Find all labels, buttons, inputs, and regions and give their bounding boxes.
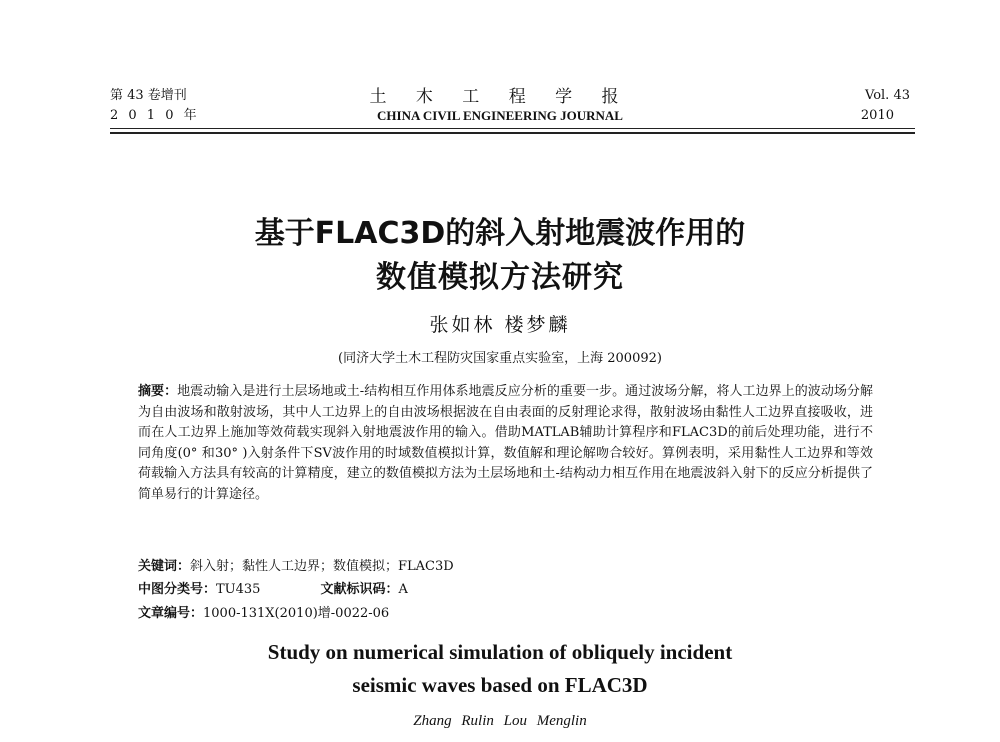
volume-cn: 第 43 卷增刊 [110,88,187,103]
authors-cn: 张如林 楼梦麟 [429,314,571,336]
keywords-text: 斜入射；黏性人工边界；数值模拟；FLAC3D [190,559,454,574]
header-rule-thin [110,128,915,129]
article-number [138,602,389,621]
paper-title-line1: 基于FLAC3D的斜入射地震波作用的 [254,216,746,251]
journal-title-en: CHINA CIVIL ENGINEERING JOURNAL [377,108,623,123]
clc-label: 中图分类号： [138,582,217,597]
article-no-label: 文章编号： [138,606,204,621]
clc-value: TU435 [216,582,261,597]
journal-title-cn: 土 木 工 程 学 报 [369,87,631,107]
volume-en: Vol. 43 [865,88,910,103]
header-rule-thick [110,132,915,134]
english-authors: Zhang Rulin Lou Menglin [413,713,587,729]
year-en: 2010 [860,108,894,123]
doc-code-label: 文献标识码： [320,582,399,597]
classification [138,578,408,597]
keywords-label: 关键词： [138,559,191,574]
affiliation: (同济大学土木工程防灾国家重点实验室，上海 200092) [338,351,662,366]
year-cn: 2 0 1 0 年 [110,108,200,123]
keywords [138,555,454,574]
english-title-line2: seismic waves based on FLAC3D [352,673,648,697]
english-title-line1: Study on numerical simulation of obliquely incident [267,640,733,664]
abstract-label: 摘要： [138,384,178,399]
doc-code-value: A [398,582,408,597]
abstract-text: 地震动输入是进行土层场地或土-结构相互作用体系地震反应分析的重要一步。通过波场分解，将人工边界上的波动场分解为自由波场和散射波场，其中人工边界上的自由波场根据波在自由表面的反射理论求得，散射波场由黏性人工边界直接吸收，进而在人工边界上施加等效荷载实现斜入射地震波作用的输入。借助MATLAB辅助计算程序和FLAC3D的前后处理功能，进行不同角度(0° 和30° )入射条件下SV波作用的时域数值模拟计算，数值解和理论解吻合较好。算例表明，采用黏性人工边界和等效荷载输入方法具有较高的计算精度，建立的数值模拟方法为土层场地和土-结构动力相互作用在地震波斜入射下的反应分析提供了简单易行的计算途径。 [138,384,873,502]
abstract [138,382,873,506]
article-no-value: 1000-131X(2010)增-0022-06 [203,606,390,621]
paper-title-line2: 数值模拟方法研究 [376,260,624,295]
